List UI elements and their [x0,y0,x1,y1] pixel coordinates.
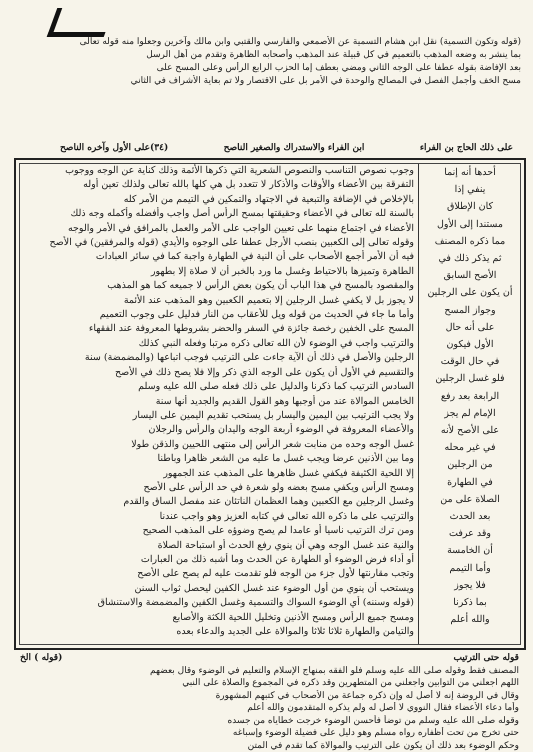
main-text-line: التفرقة بين الأعضاء والأوقات والأذكار لا تتعدد بل هي كلها بالله تعالى ولذلك تعين أوله [22,178,414,192]
footer-line: وقوله صلى الله عليه وسلم من توضأ فأحسن الوضوء خرجت خطاياه من جسده [20,715,519,728]
footer-line: اللهم اجعلني من التوابين واجعلني من المتطهرين وقد ذكره في المجموع والصلاة على النبي [20,677,519,690]
side-text-line: وقد عرفت [422,525,518,542]
main-text-line: ولا يجب الترتيب بين اليمين واليسار بل يستحب تقديم اليمين على اليسار [22,409,414,423]
footer-line: وأما دعاء الأعضاء فقال النووي لا أصل له ولم يذكره المتقدمون والله أعلم [20,702,519,715]
side-text-line: في حال الوقت [422,353,518,370]
main-text-line: (قوله وسننه) أي الوضوء السواك والتسمية وغسل الكفين والمضمضة والاستنشاق [22,596,414,610]
side-text-line: وجواز المسح [422,302,518,319]
main-text-line: وتجب مقارنتها لأول جزء من الوجه فلو تقدمت عليه لم يصح على الأصح [22,567,414,581]
main-text-line: بالسنة لله تعالى في الأعضاء وحقيقتها بمسح الرأس أصل واجب وأفضله وأكمله وجه ذلك [22,207,414,221]
main-text-line: بالإخلاص في الإضافة والتبعية في الاجتهاد والتمكين في التيمم من الأمر كله [22,193,414,207]
footer-line: المصنف فقط وقوله صلى الله عليه وسلم فلو الفقه بمنهاج الإسلام والتعليم في الوضوء وقال بعضهم [20,665,519,678]
side-text-line: ينفي إذا [422,181,518,198]
side-text-line: الرابعة بعد رفع [422,388,518,405]
column-divider [418,164,419,644]
side-text-line: الصلاة على من [422,491,518,508]
main-text-line: والتيامن والطهارة ثلاثا ثلاثا والموالاة على الجديد والدعاء بعده [22,625,414,639]
side-text-line: في الطهارة [422,474,518,491]
side-text-line: أن الخامسة [422,542,518,559]
main-text-line: والترتيب على ما ذكره الله تعالى في كتابه العزيز وهو واجب عندنا [22,510,414,524]
main-text-line: وأما ما جاء في الحديث من قوله ويل للأعقاب من النار فدليل على وجوب التعميم [22,308,414,322]
main-text-line: إلا اللحية الكثيفة فيكفي غسل ظاهرها على المذهب عند الجمهور [22,467,414,481]
side-text-line: أن يكون على الرجلين [422,284,518,301]
side-text-line: بعد الحدث [422,508,518,525]
main-text-line: والنية عند غسل الوجه وهي أن ينوي رفع الحدث أو استباحة الصلاة [22,539,414,553]
main-frame [14,158,526,650]
main-text-line: ومن ترك الترتيب ناسيا أو عامدا لم يصح وضوؤه على المذهب الصحيح [22,524,414,538]
side-text-line: الأول فيكون [422,336,518,353]
main-text-line: وغسل الرجلين مع الكعبين وهما العظمان الناتئان عند مفصل الساق والقدم [22,495,414,509]
main-text-line: فيه أن الأمر أجمع الأصحاب على أن النية في الطهارة واجبة كما في سائر العبادات [22,250,414,264]
main-text-column [22,164,414,644]
main-text-line: ومسح جميع الرأس ومسح الأذنين وتخليل اللحية الكثة والأصابع [22,611,414,625]
footer-line: حتى تخرج من تحت أظفاره رواه مسلم وهو دليل على فضيلة الوضوء وإسباغه [20,727,519,740]
pagebar-center: ابن الفراء والاستدراك والصغير الناصح [168,143,420,153]
main-text-line: والترتيب واجب في الوضوء لأن الله تعالى ذكره مرتبا وفعله النبي كذلك [22,337,414,351]
main-text-line: وجوب نصوص التناسب والنصوص الشعرية التي ذكرها الأئمة وذلك كناية عن الوجه ووجوب [22,164,414,178]
main-text-line: ويستحب أن ينوي من أول الوضوء عند غسل الكفين ليحصل ثواب السنن [22,582,414,596]
main-text-line: السادس الترتيب كما ذكرنا والدليل على ذلك فعله صلى الله عليه وسلم [22,380,414,394]
side-text-line: مستندا إلى الأول [422,216,518,233]
footer-line: وقال في الروضة إنه لا أصل له وإن ذكره جماعة من الأصحاب في كتبهم المشهورة [20,690,519,703]
side-text-line: فلا يجوز [422,577,518,594]
side-text-line: الإمام لم يجز [422,405,518,422]
footer-heading-right: قوله حتى الترتيب [453,652,519,665]
header-line: بما ينشر به وضعه المذهب بالتعميم في كل قبيلة عند المذهب وأصحابه الظاهرة وتقدم من أهل الرسل [20,49,521,62]
main-text-line: الخامس الموالاة عند من أوجبها وهو القول القديم والجديد أنها سنة [22,395,414,409]
main-text-line: ومسح الرأس ويكفي مسح بعضه ولو شعرة في حد الرأس على الأصح [22,481,414,495]
side-text-line: أحدها أنه إنما [422,164,518,181]
side-text-line: وأما التيمم [422,560,518,577]
pagebar-left: على الأول وآخره الناصح [60,143,150,153]
header-line: بعد الإفاضة بقوله عطفا على الوجه الثاني ومضي بعطف إما الحزب الرابع الرأس وعلى المسح على [20,62,521,75]
pagebar-right: على ذلك الحاج بن الفراء [420,143,513,153]
footer-heading [20,652,519,665]
page-number: (٣٤) [150,143,168,153]
main-text-line: والتقسيم في الأول أن يكون على الوجه الذي ذكر وإلا فلا يصح ذلك في الأصح [22,366,414,380]
header-line: مسح الخف وأجمل الفصل في المصالح والوحدة في الأمر بل على الاقتصار ولا تم بعاية الأشراف في الثاني [20,75,521,88]
main-text-line: وقوله تعالى إلى الكعبين بنصب الأرجل عطفا على الوجوه والأيدي (قوله والمرفقين) في الأصح [22,236,414,250]
side-text-line: من الرجلين [422,456,518,473]
header-line: (قوله وتكون التسمية) نقل ابن هشام التسمية عن الأصمعي والفارسي والقتبي وابن مالك وآخرين وجعلوا منه قوله تعالى [20,36,521,49]
side-text-line: مما ذكره المصنف [422,233,518,250]
main-text-line: وما بين الأذنين عرضا ويجب غسل ما عليه من الشعر ظاهرا وباطنا [22,452,414,466]
main-text-line: الرجلين والأصل في ذلك أن الآية جاءت على الترتيب فوجب اتباعها (والمضمضة) سنة [22,351,414,365]
main-text-line: أو أداء فرض الوضوء أو الطهارة عن الحدث وما أشبه ذلك من العبارات [22,553,414,567]
main-text-line: الأعضاء في اجتماع منهما على تعيين الواجب على الأمر والعمل بالمرافق في الأمر والوجه [22,222,414,236]
footer-heading-left: (قوله ) الخ [20,652,62,665]
main-text-line: والمقصود بالمسح في هذا الباب أن يكون بعض الرأس لا جميعه كما هو المذهب [22,279,414,293]
footer-text-block [20,652,519,742]
side-text-line: والله أعلم [422,611,518,628]
side-text-line: فلو غسل الرجلين [422,370,518,387]
side-text-line: على أنه حال [422,319,518,336]
corner-bracket-mark [47,8,115,37]
main-text-line: الطاهرة وتميزها بالاحتياط وغسل ما ورد بالخبر أن لا صلاة إلا بطهور [22,265,414,279]
side-text-line: ثم يذكر ذلك في [422,250,518,267]
side-text-column [422,164,518,644]
header-text-block [20,36,521,140]
main-text-line: غسل الوجه وحده من منابت شعر الرأس إلى منتهى اللحيين والذقن طولا [22,438,414,452]
footer-line: وحكم الوضوء بعد ذلك أن يكون على الترتيب والموالاة كما تقدم في المتن [20,740,519,752]
side-text-line: على الأصح لأنه [422,422,518,439]
side-text-line: الأصح السابق [422,267,518,284]
main-text-line: لا يجوز بل لا يكفي غسل الرجلين إلا بتعميم الكعبين وهو المذهب عند الأئمة [22,294,414,308]
side-text-line: في غير محله [422,439,518,456]
side-text-line: بما ذكرنا [422,594,518,611]
page-bar [60,140,513,156]
main-text-line: المسح على الخفين رخصة جائزة في السفر والحضر بشروطها المعروفة عند الفقهاء [22,322,414,336]
main-text-line: والأعضاء المعروفة في الوضوء أربعة الوجه واليدان والرأس والرجلان [22,423,414,437]
footer-lines [20,665,519,752]
side-text-line: كان الإطلاق [422,198,518,215]
